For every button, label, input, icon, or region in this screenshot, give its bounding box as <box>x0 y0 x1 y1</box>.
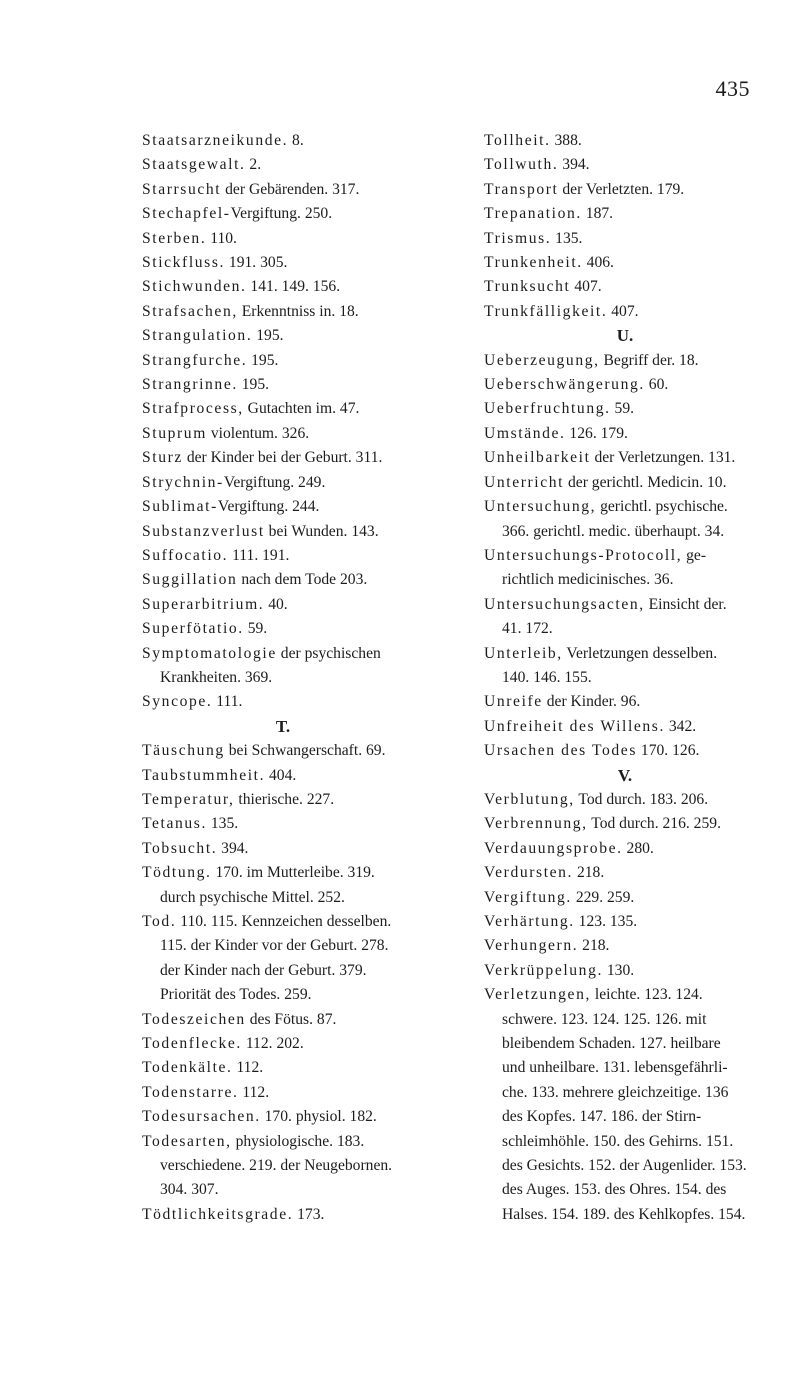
index-keyword: Suffocatio. <box>142 546 229 564</box>
index-entry <box>484 886 800 910</box>
index-keyword: Substanzverlust <box>142 522 265 540</box>
index-entry <box>142 227 464 251</box>
index-references: 2. <box>245 156 262 174</box>
index-entry-continuation: Halses. 154. 189. des Kehlkopfes. 154. <box>502 1205 746 1223</box>
index-references: Vergiftung. 250. <box>230 205 333 223</box>
index-keyword: Umstände. <box>484 424 566 442</box>
index-entry <box>142 861 464 885</box>
section-letter: T. <box>275 716 291 736</box>
index-keyword: Staatsgewalt. <box>142 156 246 174</box>
index-keyword: Trepanation. <box>484 205 582 223</box>
index-keyword: Ursachen des Todes <box>484 742 638 760</box>
index-keyword: Staatsarzneikunde. <box>142 132 289 149</box>
index-references: 187. <box>581 205 614 223</box>
index-references: 110. 115. Kennzeichen desselben. <box>176 913 392 930</box>
index-references: 173. <box>293 1205 325 1223</box>
index-references: 135. <box>206 815 239 833</box>
index-references: violentum. 326. <box>206 424 310 442</box>
index-entry <box>484 446 800 470</box>
index-references: 126. 179. <box>565 424 628 442</box>
index-references: 59. <box>243 620 268 638</box>
index-entry-continuation: 41. 172. <box>502 620 553 638</box>
index-entry <box>484 690 800 714</box>
index-references: Begriff der. 18. <box>599 351 699 369</box>
index-entry <box>142 568 464 592</box>
index-references: 59. <box>610 400 635 418</box>
index-keyword: Symptomatologie <box>142 644 277 662</box>
index-references: 407. <box>570 278 602 296</box>
index-references: 130. <box>602 961 635 979</box>
index-references: Vergiftung. 244. <box>217 498 320 516</box>
index-references: 342. <box>664 717 697 735</box>
index-entry-continuation: der Kinder nach der Geburt. 379. <box>160 961 367 979</box>
index-references: 280. <box>622 839 654 857</box>
index-keyword: Verdauungsprobe. <box>484 839 623 857</box>
index-entry-continuation: schleimhöhle. 150. des Gehirns. 151. <box>502 1132 734 1150</box>
index-keyword: Trismus. <box>484 229 552 247</box>
index-entry <box>142 373 464 397</box>
index-keyword: Verletzungen, <box>484 986 591 1004</box>
index-references: Verletzungen desselben. <box>562 644 718 662</box>
section-letter: V. <box>617 765 633 785</box>
index-entry-continuation: richtlich medicinisches. 36. <box>502 571 674 589</box>
index-entry <box>484 373 800 397</box>
index-keyword: Tödtlichkeitsgrade. <box>142 1205 294 1223</box>
index-entry <box>484 715 800 739</box>
index-entry-continuation: des Kopfes. 147. 186. der Stirn- <box>502 1108 702 1126</box>
index-entry <box>484 471 800 495</box>
index-references: 60. <box>644 376 669 394</box>
index-entry-continuation: Priorität des Todes. 259. <box>160 986 312 1004</box>
index-entry <box>484 910 800 934</box>
index-entry <box>142 349 464 373</box>
index-references: 388. <box>550 132 582 149</box>
index-entry <box>484 739 800 763</box>
index-entry-continuation: 115. der Kinder vor der Geburt. 278. <box>160 937 389 955</box>
index-keyword: Sublimat- <box>142 498 218 516</box>
index-keyword: Tod. <box>142 913 177 930</box>
index-keyword: Verbrennung, <box>484 815 588 833</box>
index-keyword: Todenkälte. <box>142 1059 233 1077</box>
index-entry <box>142 202 464 226</box>
index-keyword: Temperatur, <box>142 790 235 808</box>
index-entry <box>142 1032 464 1056</box>
index-keyword: Unfreiheit des Willens. <box>484 717 665 735</box>
index-keyword: Suggillation <box>142 571 238 589</box>
index-keyword: Stuprum <box>142 424 207 442</box>
index-references: 112. <box>232 1059 264 1077</box>
index-entry <box>142 1203 464 1227</box>
index-references: 135. <box>551 229 583 247</box>
index-references: 195. <box>252 327 284 345</box>
index-entry <box>142 1130 464 1154</box>
index-entry <box>142 471 464 495</box>
index-keyword: Strafprocess, <box>142 400 244 418</box>
index-keyword: Untersuchung, <box>484 498 597 516</box>
index-keyword: Tollwuth. <box>484 156 559 174</box>
index-entry-continuation: 366. gerichtl. medic. überhaupt. 34. <box>502 522 725 540</box>
index-keyword: Ueberschwängerung. <box>484 376 645 394</box>
index-keyword: Strangfurche. <box>142 351 248 369</box>
index-keyword: Strangrinne. <box>142 376 238 394</box>
index-keyword: Stechapfel- <box>142 205 231 223</box>
index-entry <box>484 397 800 421</box>
index-references: nach dem Tode 203. <box>237 571 368 589</box>
index-keyword: Tetanus. <box>142 815 207 833</box>
index-entry-continuation: che. 133. mehrere gleichzeitige. 136 <box>502 1083 729 1101</box>
index-entry <box>484 959 800 983</box>
index-references: 229. 259. <box>571 888 635 906</box>
index-entry <box>142 178 464 202</box>
index-references: bei Schwangerschaft. 69. <box>224 742 386 760</box>
index-keyword: Verhärtung. <box>484 913 575 930</box>
index-keyword: Unterleib, <box>484 644 563 662</box>
index-entry-continuation: durch psychische Mittel. 252. <box>160 888 345 906</box>
index-references: 191. 305. <box>225 254 288 272</box>
index-keyword: Verblutung, <box>484 790 575 808</box>
index-keyword: Untersuchungs-Protocoll, <box>484 546 683 564</box>
index-keyword: Todesarten, <box>142 1132 232 1150</box>
index-keyword: Stichwunden. <box>142 278 247 296</box>
index-entry <box>484 300 800 324</box>
index-entry <box>142 1008 464 1032</box>
index-references: 111. 191. <box>228 546 290 564</box>
index-entry <box>142 910 464 934</box>
index-references: 123. 135. <box>574 913 638 930</box>
index-entry <box>142 812 464 836</box>
index-references: 218. <box>578 937 610 955</box>
index-references: 112. <box>238 1083 270 1101</box>
index-entry <box>142 397 464 421</box>
index-keyword: Stickfluss. <box>142 254 226 272</box>
index-keyword: Superarbitrium. <box>142 595 265 613</box>
index-keyword: Superfötatio. <box>142 620 244 638</box>
index-keyword: Todesursachen. <box>142 1108 261 1126</box>
index-references: der Kinder bei der Geburt. 311. <box>182 449 383 467</box>
index-entry <box>484 934 800 958</box>
index-keyword: Taubstummheit. <box>142 766 266 784</box>
index-entry <box>142 446 464 470</box>
index-references: ge- <box>682 546 707 564</box>
index-entry <box>142 642 464 666</box>
index-references: thierische. 227. <box>234 790 335 808</box>
index-keyword: Verdursten. <box>484 864 574 882</box>
index-references: physiologische. 183. <box>231 1132 365 1150</box>
index-entry <box>142 788 464 812</box>
index-entry <box>142 1056 464 1080</box>
index-entry <box>484 422 800 446</box>
index-keyword: Todenstarre. <box>142 1083 239 1101</box>
index-entry <box>142 520 464 544</box>
index-entry <box>142 617 464 641</box>
page-number: 435 <box>715 76 750 101</box>
index-entry <box>142 129 464 153</box>
index-keyword: Syncope. <box>142 693 213 711</box>
index-keyword: Transport <box>484 180 559 198</box>
index-references: 170. im Mutterleibe. 319. <box>211 864 375 882</box>
index-references: des Fötus. 87. <box>245 1010 337 1028</box>
index-entry-continuation: Krankheiten. 369. <box>160 668 273 686</box>
index-entry-continuation: des Gesichts. 152. der Augenlider. 153. <box>502 1157 747 1175</box>
index-references: 111. <box>212 693 243 711</box>
index-keyword: Vergiftung. <box>484 888 572 906</box>
index-entry-continuation: schwere. 123. 124. 125. 126. mit <box>502 1010 707 1028</box>
index-references: 40. <box>264 595 288 613</box>
index-entry <box>484 544 800 568</box>
index-entry <box>484 642 800 666</box>
index-entry <box>484 837 800 861</box>
index-references: der gerichtl. Medicin. 10. <box>564 473 727 491</box>
index-entry <box>484 495 800 519</box>
index-keyword: Verkrüppelung. <box>484 961 603 979</box>
index-entry <box>484 202 800 226</box>
index-keyword: Tollheit. <box>484 132 551 149</box>
index-entry <box>142 739 464 763</box>
index-entry <box>484 153 800 177</box>
index-keyword: Tobsucht. <box>142 839 218 857</box>
index-references: 218. <box>573 864 605 882</box>
index-entry <box>484 129 800 153</box>
index-references: 110. <box>206 229 237 247</box>
index-references: der Verletzungen. 131. <box>590 449 736 467</box>
index-entry <box>484 812 800 836</box>
index-keyword: Täuschung <box>142 742 225 760</box>
index-entry-continuation: des Auges. 153. des Ohres. 154. des <box>502 1181 727 1199</box>
index-keyword: Strychnin- <box>142 473 224 491</box>
index-entry <box>484 275 800 299</box>
index-entry <box>142 764 464 788</box>
index-references: Erkenntniss in. 18. <box>237 302 359 320</box>
index-keyword: Starrsucht <box>142 180 222 198</box>
index-entry <box>142 153 464 177</box>
section-letter: U. <box>616 326 634 346</box>
index-entry-continuation: bleibendem Schaden. 127. heilbare <box>502 1035 721 1053</box>
index-keyword: Tödtung. <box>142 864 212 882</box>
index-references: 170. physiol. 182. <box>260 1108 377 1126</box>
index-references: 407. <box>607 302 639 320</box>
index-keyword: Ueberzeugung, <box>484 351 600 369</box>
index-keyword: Sturz <box>142 449 183 467</box>
index-keyword: Trunkenheit. <box>484 254 583 272</box>
index-keyword: Unheilbarkeit <box>484 449 591 467</box>
index-references: der Kinder. 96. <box>542 693 641 711</box>
index-references: der Verletzten. 179. <box>558 180 685 198</box>
index-entry <box>142 422 464 446</box>
index-entry <box>142 275 464 299</box>
index-references: der psychischen <box>276 644 381 662</box>
index-entry <box>484 861 800 885</box>
index-references: 394. <box>217 839 249 857</box>
index-keyword: Trunkfälligkeit. <box>484 302 608 320</box>
index-references: 8. <box>288 132 304 149</box>
index-entry-continuation: verschiedene. 219. der Neugebornen. <box>160 1157 393 1175</box>
index-references: 112. 202. <box>241 1035 304 1053</box>
index-entry <box>142 251 464 275</box>
index-references: 404. <box>265 766 297 784</box>
index-keyword: Strangulation. <box>142 327 253 345</box>
index-references: Gutachten im. 47. <box>243 400 360 418</box>
index-entry <box>142 690 464 714</box>
index-keyword: Unreife <box>484 693 543 711</box>
index-keyword: Trunksucht <box>484 278 571 296</box>
index-keyword: Ueberfruchtung. <box>484 400 611 418</box>
index-references: Tod durch. 183. 206. <box>574 790 709 808</box>
index-references: 394. <box>558 156 590 174</box>
index-references: 195. <box>247 351 279 369</box>
index-entry <box>484 227 800 251</box>
index-references: Vergiftung. 249. <box>223 473 326 491</box>
index-column-left <box>142 129 464 1227</box>
index-entry <box>142 1105 464 1129</box>
index-keyword: Todeszeichen <box>142 1010 246 1028</box>
index-entry <box>484 983 800 1007</box>
index-references: 406. <box>582 254 614 272</box>
index-references: 141. 149. 156. <box>246 278 341 296</box>
index-keyword: Verhungern. <box>484 937 579 955</box>
index-entry <box>142 1081 464 1105</box>
index-entry <box>142 593 464 617</box>
index-entry <box>484 349 800 373</box>
index-keyword: Unterricht <box>484 473 565 491</box>
index-entry <box>484 251 800 275</box>
index-entry <box>142 495 464 519</box>
index-references: der Gebärenden. 317. <box>221 180 360 198</box>
index-references: Tod durch. 216. 259. <box>587 815 721 833</box>
index-references: Einsicht der. <box>644 595 727 613</box>
index-entry-continuation: 304. 307. <box>160 1181 219 1199</box>
index-entry <box>484 788 800 812</box>
index-references: leichte. 123. 124. <box>590 986 703 1004</box>
index-references: 170. 126. <box>637 742 700 760</box>
index-keyword: Strafsachen, <box>142 302 238 320</box>
index-entry <box>142 300 464 324</box>
index-entry <box>142 837 464 861</box>
index-entry <box>484 593 800 617</box>
index-keyword: Untersuchungsacten, <box>484 595 645 613</box>
index-references: 195. <box>237 376 270 394</box>
index-entry <box>142 324 464 348</box>
index-entry <box>484 178 800 202</box>
index-column-right <box>484 129 800 1227</box>
index-entry-continuation: und unheilbare. 131. lebensgefährli- <box>502 1059 728 1077</box>
index-references: gerichtl. psychische. <box>596 498 728 516</box>
index-references: bei Wunden. 143. <box>264 522 379 540</box>
index-entry <box>142 544 464 568</box>
index-keyword: Sterben. <box>142 229 207 247</box>
index-keyword: Todenflecke. <box>142 1035 242 1053</box>
index-entry-continuation: 140. 146. 155. <box>502 668 592 686</box>
